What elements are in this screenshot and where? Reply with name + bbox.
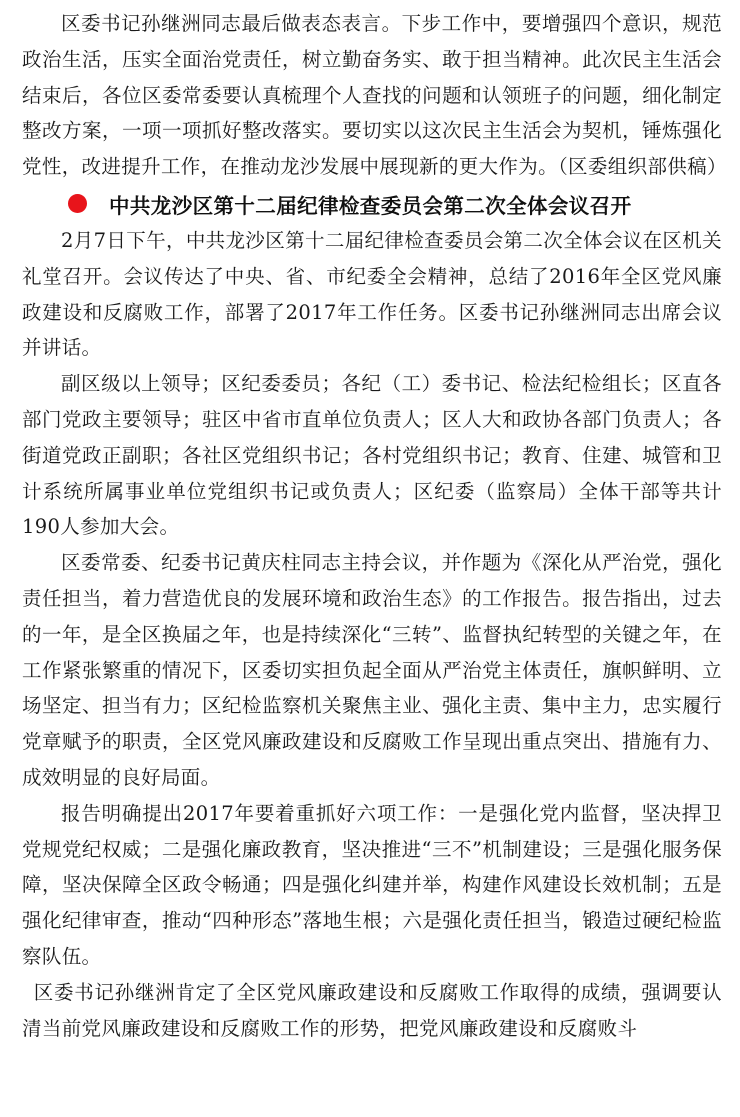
body-paragraph: 区委书记孙继洲同志最后做表态表言。下步工作中，要增强四个意识，规范政治生活，压实全面治党责任，树立勤奋务实、敢于担当精神。此次民主生活会结束后，各位区委常委要认真梳理个人查找的问题和认领班子的问题，细化制定整改方案，一项一项抓好整改落实。要切实以这次民主生活会为契机，锤炼强化党性，改进提升工作，在推动龙沙发展中展现新的更大作为。（区委组织部供稿） [22,12,727,179]
section-heading [22,185,722,223]
body-paragraph: 报告明确提出2017年要着重抓好六项工作：一是强化党内监督，坚决捍卫党规党纪权威；二是强化廉政教育，坚决推进“三不”机制建设；三是强化服务保障，坚决保障全区政令畅通；四是强化纠建并举，构建作风建设长效机制；五是强化纪律审查，推动“四种形态”落地生根；六是强化责任担当，锻造过硬纪检监察队伍。 [22,801,722,968]
section-title: 中共龙沙区第十二届纪律检查委员会第二次全体会议召开 [109,193,632,218]
body-paragraph: 2月7日下午，中共龙沙区第十二届纪律检查委员会第二次全体会议在区机关礼堂召开。会议传达了中央、省、市纪委全会精神，总结了2016年全区党风廉政建设和反腐败工作，部署了2017年工作任务。区委书记孙继洲同志出席会议并讲话。 [22,228,722,360]
red-circle-bullet-icon [68,194,87,213]
body-paragraph: 区委书记孙继洲肯定了全区党风廉政建设和反腐败工作取得的成绩，强调要认清当前党风廉政建设和反腐败工作的形势，把党风廉政建设和反腐败斗 [22,980,722,1040]
body-paragraph: 区委常委、纪委书记黄庆柱同志主持会议，并作题为《深化从严治党，强化责任担当，着力营造优良的发展环境和政治生态》的工作报告。报告指出，过去的一年，是全区换届之年，也是持续深化“三转”、监督执纪转型的关键之年，在工作紧张繁重的情况下，区委切实担负起全面从严治党主体责任，旗帜鲜明、立场坚定、担当有力；区纪检监察机关聚焦主业、强化主责、集中主力，忠实履行党章赋予的职责，全区党风廉政建设和反腐败工作呈现出重点突出、措施有力、成效明显的良好局面。 [22,551,722,789]
document-page [22,6,727,1046]
body-paragraph: 副区级以上领导；区纪委委员；各纪（工）委书记、检法纪检组长；区直各部门党政主要领导；驻区中省市直单位负责人；区人大和政协各部门负责人；各街道党政正副职；各社区党组织书记；各村党组织书记；教育、住建、城管和卫计系统所属事业单位党组织书记或负责人；区纪委（监察局）全体干部等共计190人参加大会。 [22,372,722,539]
